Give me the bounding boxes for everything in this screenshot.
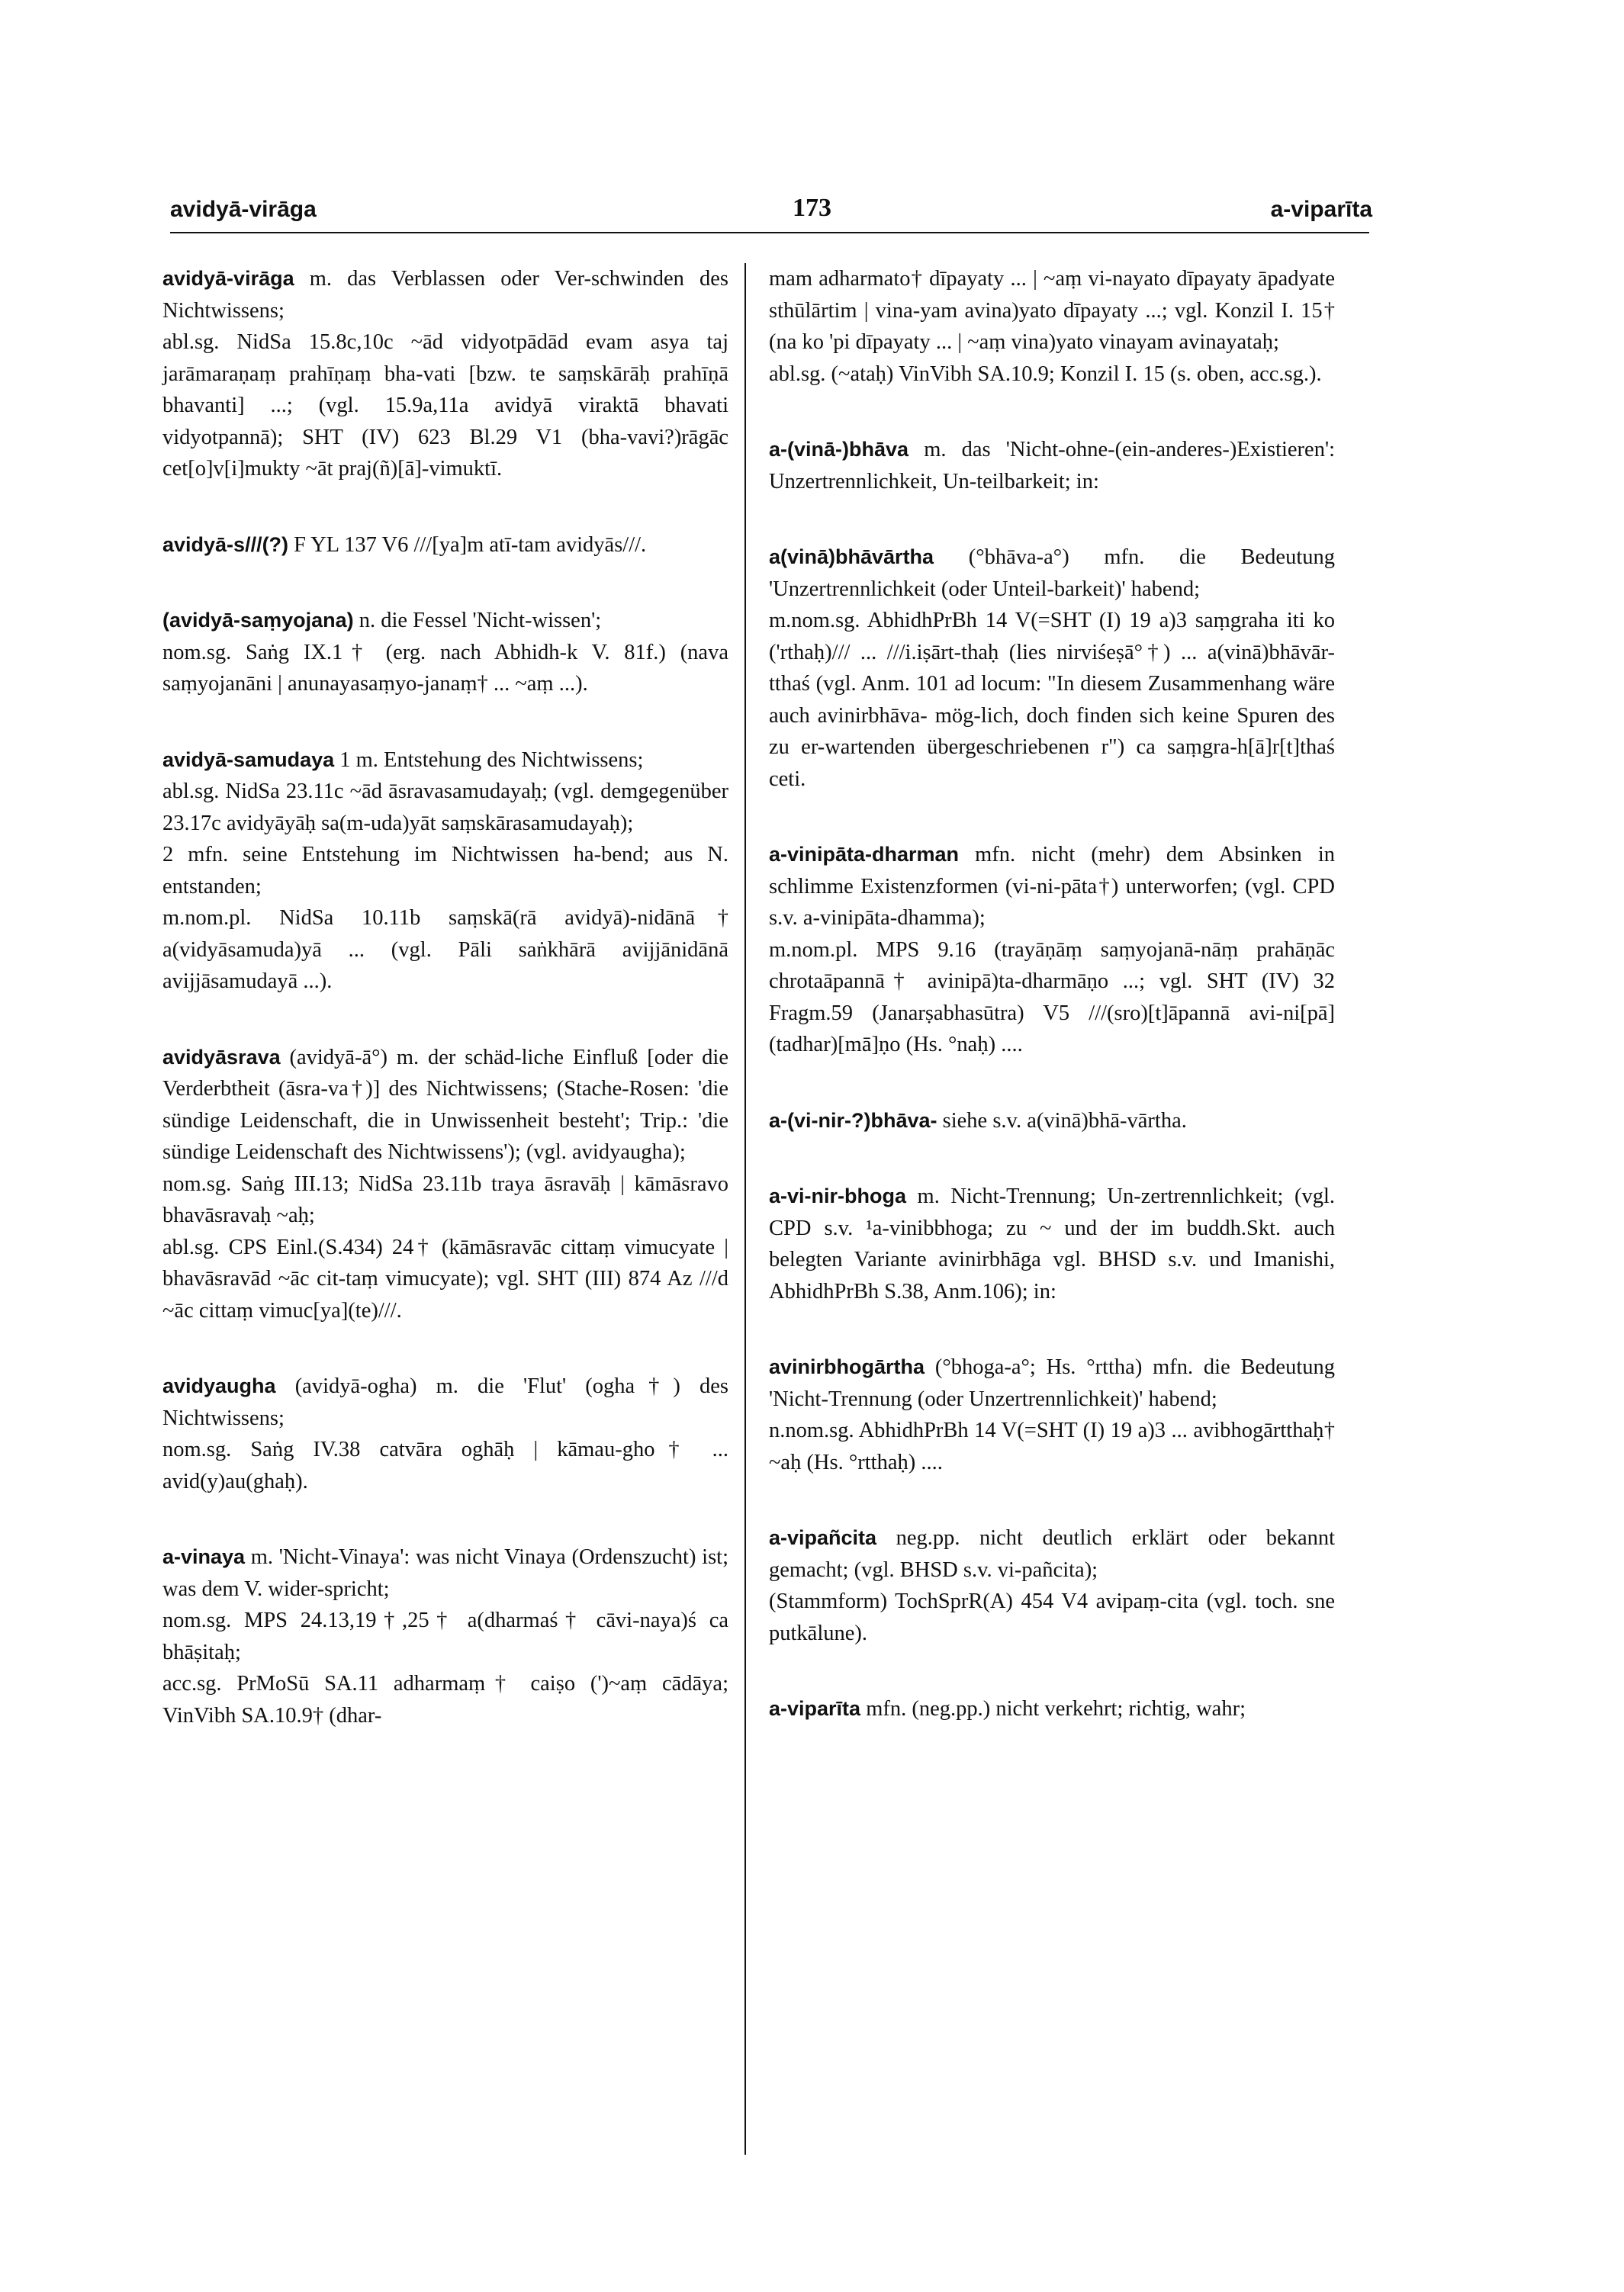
entry-citation	[769, 1415, 1335, 1478]
dictionary-entry	[769, 542, 1335, 795]
entry-citation	[162, 1232, 728, 1327]
entry-headword: a-vi-nir-bhoga	[769, 1185, 906, 1207]
entry-definition	[769, 1181, 1335, 1307]
entry-citation	[162, 902, 728, 998]
entry-text: 2 mfn. seine Entstehung im Nichtwissen ha-bend; aus N. entstanden;	[162, 843, 728, 898]
dictionary-entry	[769, 1522, 1335, 1649]
entry-text: (°bhoga-a°; Hs. °rttha) mfn. die Bedeutung 'Nicht-Trennung (oder Unzertrennlichkeit)' habend;	[769, 1355, 1335, 1411]
entry-definition	[769, 1105, 1335, 1137]
dictionary-entry	[162, 605, 728, 700]
entry-citation	[162, 1434, 728, 1497]
entry-text: m. das Verblassen oder Ver-schwinden des Nichtwissens;	[162, 267, 728, 323]
entry-text: nom.sg. MPS 24.13,19†,25† a(dharmaś† cāvi-naya)ś ca bhāṣitaḥ;	[162, 1609, 728, 1664]
entry-text: abl.sg. NidSa 23.11c ~ād āsravasamudayaḥ; (vgl. demgegenüber 23.17c avidyāyāḥ sa(m-uda)yāt saṃskārasamudayaḥ);	[162, 780, 728, 835]
entry-text: nom.sg. Saṅg IV.38 catvāra oghāḥ | kāmau-gho† ... avid(y)au(ghaḥ).	[162, 1438, 728, 1493]
entry-citation	[769, 605, 1335, 795]
entry-text: nom.sg. Saṅg IX.1† (erg. nach Abhidh-k V. 81f.) (nava saṃyojanāni | anunayasaṃyo-janaṃ† ... ~aṃ ...).	[162, 640, 728, 696]
entry-citation	[162, 637, 728, 700]
entry-definition	[162, 263, 728, 326]
entry-citation	[162, 776, 728, 839]
entry-text: m.nom.pl. MPS 9.16 (trayāṇāṃ saṃyojanā-nāṃ prahāṇāc chrotaāpannā† avinipā)ta-dharmāṇo ...; vgl. SHT (IV) 32 Fragm.59 (Janarṣabhasūtra) V5 ///(sro)[t]āpannā avi-ni[pā](tadhar)[mā]ṇo (Hs. °naḥ) ....	[769, 937, 1335, 1056]
dictionary-entry	[162, 263, 728, 485]
entry-definition	[769, 263, 1335, 358]
dictionary-entry	[769, 1693, 1335, 1725]
dictionary-entry	[162, 744, 728, 998]
entry-text: m.nom.sg. AbhidhPrBh 14 V(=SHT (I) 19 a)3 saṃgraha iti ko ('rthaḥ)/// ... ///i.iṣārt-thaḥ (lies nirviśeṣā°†) ... a(vinā)bhāvār-tthaś (vgl. Anm. 101 ad locum: "In diesem Zusammenhang wäre auch avinirbhāva- mög-lich, doch finden sich keine Spuren des zu er-wartenden übergeschriebenen r") ca saṃgra-h[ā]r[t]thaś ceti.	[769, 609, 1335, 791]
entry-citation	[162, 326, 728, 485]
right-column	[769, 263, 1335, 1770]
page-number: 173	[793, 194, 831, 222]
entry-definition	[769, 1522, 1335, 1586]
entry-citation	[769, 358, 1335, 391]
entry-text: (avidyā-ā°) m. der schäd-liche Einfluß [oder die Verderbtheit (āsra-va†)] des Nichtwissens; (Stache-Rosen: 'die sündige Leidenschaft, die in Unwissenheit besteht'; Trip.: 'die sündige Leidenschaft des Nichtwissens'); (vgl. avidyaugha);	[162, 1045, 729, 1164]
entry-citation	[162, 1605, 728, 1668]
entry-text: m. 'Nicht-Vinaya': was nicht Vinaya (Ordenszucht) ist; was dem V. wider-spricht;	[162, 1545, 728, 1601]
entry-headword: a-viparīta	[769, 1697, 861, 1720]
dictionary-entry	[162, 1371, 728, 1497]
column-divider	[744, 263, 746, 2155]
entry-text: n.nom.sg. AbhidhPrBh 14 V(=SHT (I) 19 a)3 ... avibhogārtthaḥ† ~aḥ (Hs. °rtthaḥ) ....	[769, 1419, 1335, 1474]
entry-headword: avidyā-virāga	[162, 267, 294, 290]
entry-text: neg.pp. nicht deutlich erklärt oder bekannt gemacht; (vgl. BHSD s.v. vi-pañcita);	[769, 1526, 1336, 1582]
entry-text: mfn. (neg.pp.) nicht verkehrt; richtig, wahr;	[866, 1697, 1246, 1721]
entry-citation	[769, 1586, 1335, 1649]
entry-citation	[162, 1668, 728, 1731]
entry-headword: a-(vi-nir-?)bhāva-	[769, 1108, 937, 1132]
entry-text: m. Nicht-Trennung; Un-zertrennlichkeit; (vgl. CPD s.v. ¹a-vinibbhoga; zu ~ und der im buddh.Skt. auch belegten Variante avinirbhāga vgl. BHSD s.v. und Imanishi, AbhidhPrBh S.38, Anm.106); in:	[769, 1185, 1336, 1304]
entry-definition	[769, 1352, 1335, 1415]
dictionary-entry	[769, 1352, 1335, 1478]
entry-text: F YL 137 V6 ///[ya]m atī-tam avidyās///.	[294, 532, 647, 557]
entry-definition	[162, 529, 728, 561]
entry-citation	[162, 1169, 728, 1232]
entry-headword: avidyā-s///(?)	[162, 532, 289, 556]
dictionary-entry	[162, 529, 728, 561]
entry-headword: a-(vinā-)bhāva	[769, 438, 909, 461]
entry-text: mam adharmato† dīpayaty ... | ~aṃ vi-nayato dīpayaty āpadyate sthūlārtim | vina-yam avina)yato dīpayaty ...; vgl. Konzil I. 15† (na ko 'pi dīpayaty ... | ~aṃ vina)yato vinayam avinayataḥ;	[769, 267, 1335, 354]
entry-definition	[162, 1042, 728, 1169]
entry-text: m. das 'Nicht-ohne-(ein-anderes-)Existieren': Unzertrennlichkeit, Un-teilbarkeit; in:	[769, 438, 1335, 493]
entry-definition	[769, 839, 1335, 934]
left-column	[162, 263, 728, 1776]
entry-definition	[769, 434, 1335, 497]
entry-headword: a-vinaya	[162, 1545, 246, 1568]
entry-text: 1 m. Entstehung des Nichtwissens;	[339, 747, 644, 772]
running-head-right: a-viparīta	[1270, 197, 1372, 222]
entry-definition	[162, 1371, 728, 1434]
entry-definition	[769, 1693, 1335, 1725]
entry-headword: (avidyā-saṃyojana)	[162, 609, 354, 632]
entry-headword: a(vinā)bhāvārtha	[769, 545, 934, 568]
running-head-left: avidyā-virāga	[170, 197, 317, 222]
entry-citation	[162, 839, 728, 902]
entry-headword: avidyaugha	[162, 1374, 276, 1397]
entry-citation	[769, 934, 1335, 1061]
dictionary-entry	[769, 1181, 1335, 1307]
entry-text: abl.sg. CPS Einl.(S.434) 24† (kāmāsravāc cittaṃ vimucyate | bhavāsravād ~āc cit-taṃ vimucyate); vgl. SHT (III) 874 Az ///d ~āc cittaṃ vimuc[ya](te)///.	[162, 1235, 728, 1323]
entry-headword: a-vinipāta-dharman	[769, 843, 960, 866]
entry-text: siehe s.v. a(vinā)bhā-vārtha.	[942, 1108, 1187, 1133]
entry-headword: a-vipañcita	[769, 1526, 877, 1549]
entry-text: mfn. nicht (mehr) dem Absinken in schlimme Existenzformen (vi-ni-pāta†) unterworfen; (vgl. CPD s.v. a-vinipāta-dhamma);	[769, 843, 1335, 930]
entry-text: (Stammform) TochSprR(A) 454 V4 avipaṃ-cita (vgl. toch. sne putkālune).	[769, 1590, 1335, 1645]
header-rule	[170, 232, 1369, 233]
entry-text: (°bhāva-a°) mfn. die Bedeutung 'Unzertrennlichkeit (oder Unteil-barkeit)' habend;	[769, 545, 1335, 601]
dictionary-entry	[769, 434, 1335, 497]
dictionary-entry	[769, 263, 1335, 390]
entry-text: m.nom.pl. NidSa 10.11b saṃskā(rā avidyā)-nidānā† a(vidyāsamuda)yā ... (vgl. Pāli saṅkhārā avijjānidānā avijjāsamudayā ...).	[162, 906, 728, 993]
dictionary-entry	[769, 839, 1335, 1061]
entry-headword: avinirbhogārtha	[769, 1355, 925, 1378]
entry-text: n. die Fessel 'Nicht-wissen';	[359, 609, 602, 632]
dictionary-entry	[162, 1042, 728, 1327]
entry-text: acc.sg. PrMoSū SA.11 adharmaṃ† caiṣo (')~aṃ cādāya; VinVibh SA.10.9† (dhar-	[162, 1672, 728, 1728]
entry-text: abl.sg. NidSa 15.8c,10c ~ād vidyotpādād evam asya taj jarāmaraṇaṃ prahīṇaṃ bha-vati [bzw. te saṃskārāḥ prahīṇā bhavanti] ...; (vgl. 15.9a,11a avidyā viraktā bhavati vidyotpannā); SHT (IV) 623 Bl.29 V1 (bha-vavi?)rāgāc cet[o]v[i]mukty ~āt praj(ñ)[ā]-vimuktī.	[162, 330, 728, 481]
entry-headword: avidyā-samudaya	[162, 747, 335, 771]
dictionary-entry	[162, 1541, 728, 1731]
entry-text: (avidyā-ogha) m. die 'Flut' (ogha†) des Nichtwissens;	[162, 1374, 729, 1430]
entry-definition	[162, 1541, 728, 1605]
entry-definition	[769, 542, 1335, 605]
entry-text: nom.sg. Saṅg III.13; NidSa 23.11b traya āsravāḥ | kāmāsravo bhavāsravaḥ ~aḥ;	[162, 1172, 728, 1227]
entry-definition	[162, 744, 728, 776]
entry-definition	[162, 605, 728, 637]
entry-headword: avidyāsrava	[162, 1045, 281, 1069]
entry-text: abl.sg. (~ataḥ) VinVibh SA.10.9; Konzil I. 15 (s. oben, acc.sg.).	[769, 362, 1322, 386]
dictionary-entry	[769, 1105, 1335, 1137]
